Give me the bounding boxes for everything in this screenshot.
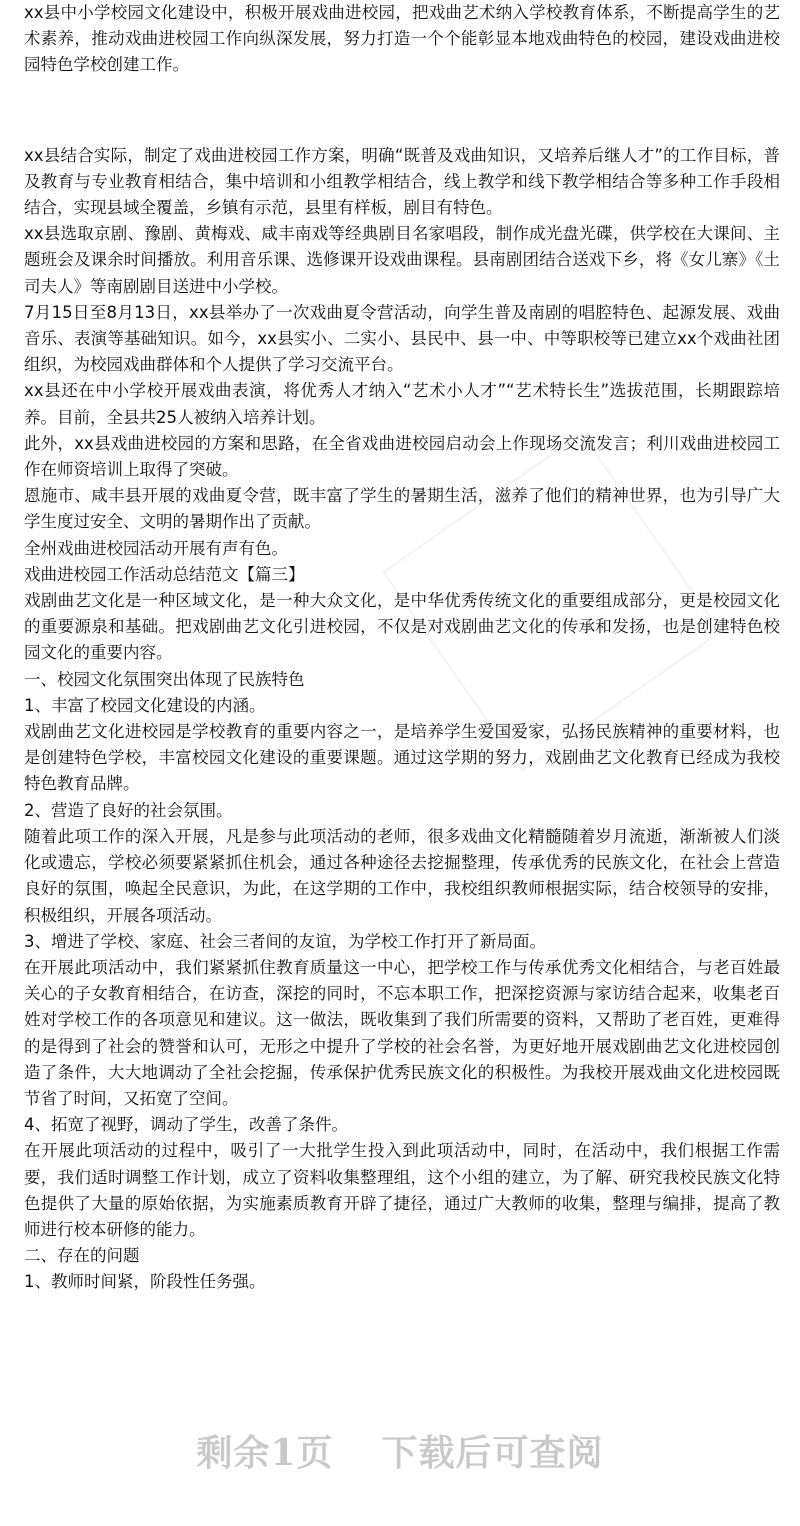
heading-section-2: 二、存在的问题: [24, 1246, 140, 1266]
subheading-3: 3、增进了学校、家庭、社会三者间的友谊，为学校工作打开了新局面。: [24, 931, 546, 951]
paragraph-summer-camp: 7月15日至8月13日，xx县举办了一次戏曲夏令营活动，向学生普及南剧的唱腔特色、起源发展、戏曲音乐、表演等基础知识。如今，xx县实小、二实小、县民中、县一中、中等职校等已建立xx个戏曲社团组织，为校园戏曲群体和个人提供了学习交流平台。: [24, 302, 780, 375]
subheading-2: 2、营造了良好的社会氛围。: [24, 800, 233, 820]
lead-paragraph: xx县中小学校园文化建设中，积极开展戏曲进校园，把戏曲艺术纳入学校教育体系，不断提高学生的艺术素养，推动戏曲进校园工作向纵深发展，努力打造一个个能彰显本地戏曲特色的校园，建设戏曲进校园特色学校创建工作。: [24, 3, 780, 75]
subheading-4: 4、拓宽了视野，调动了学生，改善了条件。: [24, 1115, 348, 1135]
paragraph-province-meeting: 此外，xx县戏曲进校园的方案和思路，在全省戏曲进校园启动会上作现场交流发言；利川戏曲进校园工作在师资培训上取得了突破。: [24, 433, 780, 480]
paragraph-sub-1: 戏剧曲艺文化进校园是学校教育的重要内容之一，是培养学生爱国爱家，弘扬民族精神的重要材料，也是创建特色学校，丰富校园文化建设的重要课题。通过这学期的努力，戏剧曲艺文化教育已经成为我校特色教育品牌。: [24, 722, 780, 794]
paragraph-sub-2: 随着此项工作的深入开展，凡是参与此项活动的老师，很多戏曲文化精髓随着岁月流逝，渐渐被人们淡化或遗忘，学校必须要紧紧抓住机会，通过各种途径去挖掘整理，传承优秀的民族文化，在社会上营造良好的氛围，唤起全民意识，为此，在这学期的工作中，我校组织教师根据实际，结合校领导的安排，积极组织，开展各项活动。: [24, 826, 780, 925]
heading-section-1: 一、校园文化氛围突出体现了民族特色: [24, 669, 305, 689]
download-prompt-label[interactable]: 下载后可查阅: [381, 1431, 604, 1474]
subheading-problem-1: 1、教师时间紧，阶段性任务强。: [24, 1272, 266, 1292]
section-title-part3: 戏曲进校园工作活动总结范文【篇三】: [24, 564, 305, 584]
paragraph-gap: [24, 79, 780, 143]
paragraph-intro: 戏剧曲艺文化是一种区域文化，是一种大众文化，是中华优秀传统文化的重要组成部分，更是校园文化的重要源泉和基础。把戏剧曲艺文化引进校园，不仅是对戏剧曲艺文化的传承和发扬，也是创建特色校园文化的重要内容。: [24, 591, 780, 663]
paragraph-sub-3: 在开展此项活动中，我们紧紧抓住教育质量这一中心，把学校工作与传承优秀文化相结合，与老百姓最关心的子女教育相结合，在访查，深挖的同时，不忘本职工作，把深挖资源与家访结合起来，收集老百姓对学校工作的各项意见和建议。这一做法，既收集到了我们所需要的资料，又帮助了老百姓，更难得的是得到了社会的赞誉和认可，无形之中提升了学校的社会名誉，为更好地开展戏剧曲艺文化进校园创造了条件，大大地调动了全社会挖掘，传承保护优秀民族文化的积极性。为我校开展戏曲文化进校园既节省了时间，又拓宽了空间。: [24, 957, 780, 1108]
remaining-pages-label: 剩余1页: [196, 1431, 334, 1474]
paragraph-enshi: 恩施市、咸丰县开展的戏曲夏令营，既丰富了学生的暑期生活，滋养了他们的精神世界，也为引导广大学生度过安全、文明的暑期作出了贡献。: [24, 486, 780, 532]
paragraph-sub-4: 在开展此项活动的过程中，吸引了一大批学生投入到此项活动中，同时，在活动中，我们根据工作需要，我们适时调整工作计划，成立了资料收集整理组，这个小组的建立，为了解、研究我校民族文化特色提供了大量的原始依据，为实施素质教育开辟了捷径，通过广大教师的收集，整理与编排，提高了教师进行校本研修的能力。: [24, 1141, 780, 1239]
paragraph-talent: xx县还在中小学校开展戏曲表演，将优秀人才纳入“艺术小人才”“艺术特长生”选拔范围，长期跟踪培养。目前，全县共25人被纳入培养计划。: [24, 381, 780, 427]
paragraph-repertoire: xx县选取京剧、豫剧、黄梅戏、咸丰南戏等经典剧目名家唱段，制作成光盘光碟，供学校在大课间、主题班会及课余时间播放。利用音乐课、选修课开设戏曲课程。县南剧团结合送戏下乡，将《女儿寨》《土司夫人》等南剧剧目送进中小学校。: [24, 224, 780, 296]
download-banner[interactable]: [0, 1420, 800, 1480]
paragraph-workplan: xx县结合实际，制定了戏曲进校园工作方案，明确“既普及戏曲知识，又培养后继人才”的工作目标，普及教育与专业教育相结合，集中培训和小组教学相结合，线上教学和线下教学相结合等多种工作手段相结合，实现县域全覆盖，乡镇有示范，县里有样板，剧目有特色。: [24, 145, 780, 218]
paragraph-summary: 全州戏曲进校园活动开展有声有色。: [24, 538, 288, 558]
subheading-1: 1、丰富了校园文化建设的内涵。: [24, 695, 266, 715]
document-body: [24, 0, 780, 1296]
